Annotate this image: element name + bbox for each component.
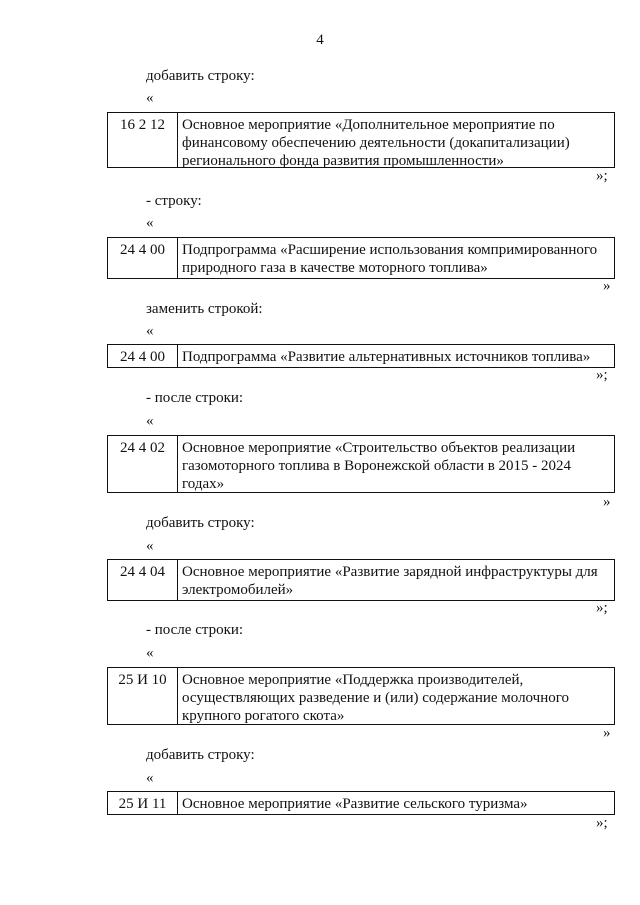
instruction-text: заменить строкой:	[146, 301, 263, 317]
close-quote: »	[603, 494, 611, 510]
item-description: Подпрограмма «Развитие альтернативных источников топлива»	[182, 349, 591, 365]
item-description: Основное мероприятие «Поддержка производителей, осуществляющих разведение и (или) содержание молочного крупного рогатого скота»	[182, 672, 570, 724]
code-table-row	[107, 667, 615, 725]
budget-code: 25 И 11	[108, 792, 178, 814]
open-quote: «	[146, 413, 154, 429]
item-description: Основное мероприятие «Дополнительное мероприятие по финансовому обеспечению деятельности (докапитализации) регионального фонда развития промышленности»	[182, 117, 570, 169]
close-quote: »;	[596, 168, 608, 184]
instruction-text: - после строки:	[146, 390, 244, 406]
instruction-text: добавить строку:	[146, 747, 255, 763]
instruction-text: - после строки:	[146, 622, 244, 638]
code-table-row	[107, 112, 615, 168]
budget-code: 24 4 00	[108, 238, 178, 278]
code-table-row	[107, 791, 615, 815]
open-quote: «	[146, 538, 154, 554]
code-table-row	[107, 237, 615, 279]
instruction-text: - строку:	[146, 193, 202, 209]
item-description: Основное мероприятие «Развитие сельского туризма»	[182, 796, 528, 812]
budget-code: 25 И 10	[108, 668, 178, 724]
open-quote: «	[146, 215, 154, 231]
item-description: Основное мероприятие «Строительство объектов реализации газомоторного топлива в Воронежской области в 2015 - 2024 годах»	[182, 440, 576, 492]
code-table-row	[107, 559, 615, 601]
page-number: 4	[316, 32, 324, 48]
open-quote: «	[146, 645, 154, 661]
open-quote: «	[146, 90, 154, 106]
item-description: Подпрограмма «Расширение использования компримированного природного газа в качестве моторного топлива»	[182, 242, 598, 276]
close-quote: »	[603, 725, 611, 741]
close-quote: »;	[596, 367, 608, 383]
open-quote: «	[146, 323, 154, 339]
instruction-text: добавить строку:	[146, 68, 255, 84]
close-quote: »;	[596, 600, 608, 616]
budget-code: 16 2 12	[108, 113, 178, 167]
budget-code: 24 4 00	[108, 345, 178, 367]
budget-code: 24 4 02	[108, 436, 178, 492]
close-quote: »;	[596, 815, 608, 831]
code-table-row	[107, 344, 615, 368]
budget-code: 24 4 04	[108, 560, 178, 600]
instruction-text: добавить строку:	[146, 515, 255, 531]
code-table-row	[107, 435, 615, 493]
item-description: Основное мероприятие «Развитие зарядной инфраструктуры для электромобилей»	[182, 564, 598, 598]
close-quote: »	[603, 278, 611, 294]
open-quote: «	[146, 770, 154, 786]
